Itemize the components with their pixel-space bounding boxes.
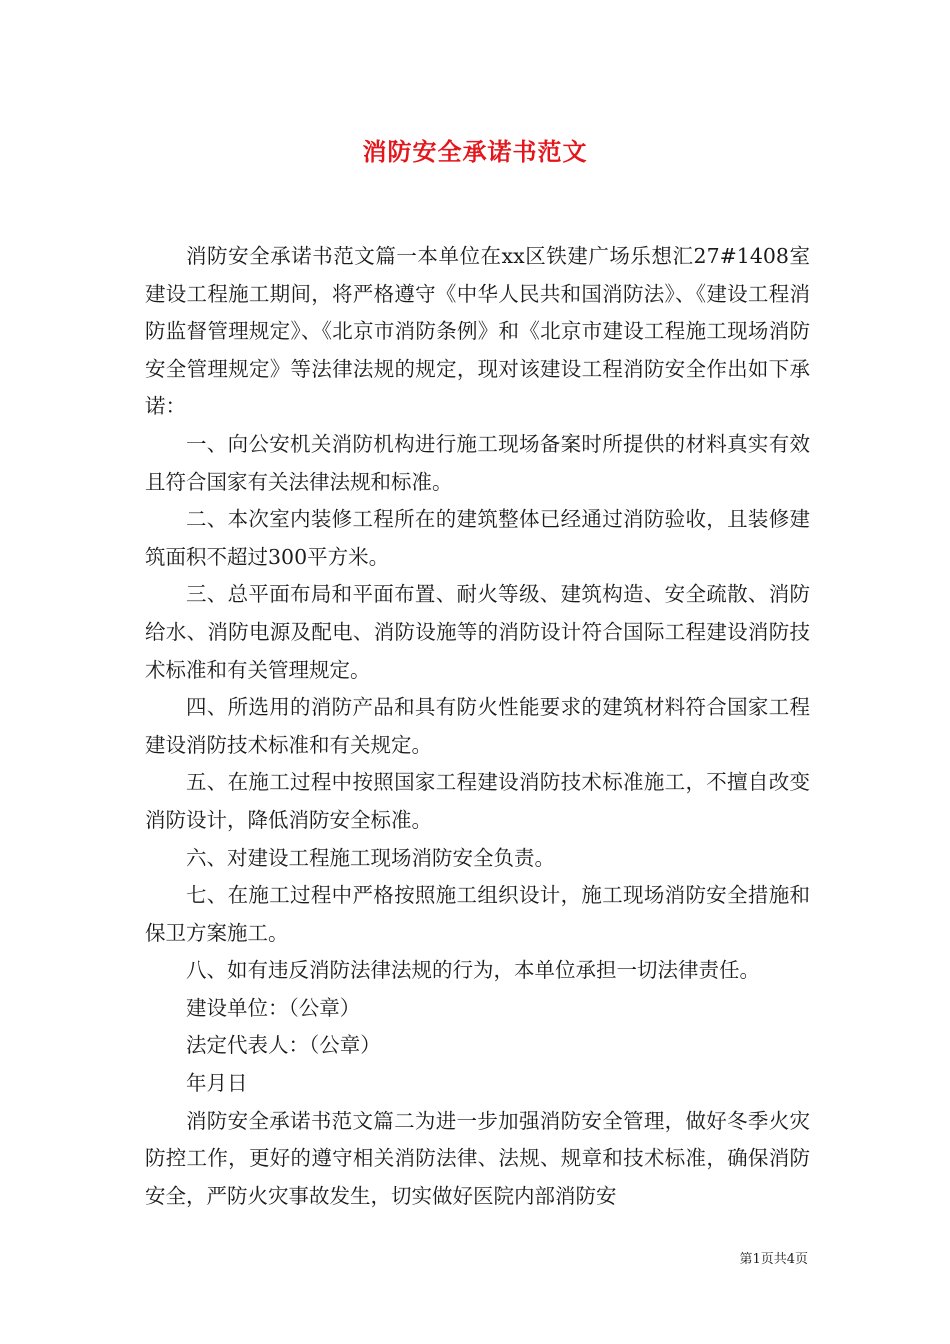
document-body bbox=[145, 238, 810, 1215]
paragraph: 四、所选用的消防产品和具有防火性能要求的建筑材料符合国家工程建设消防技术标准和有关规定。 bbox=[145, 695, 810, 757]
paragraph: 一、向公安机关消防机构进行施工现场备案时所提供的材料真实有效且符合国家有关法律法规和标准。 bbox=[145, 431, 810, 494]
signature-line-representative: 法定代表人：（公章） bbox=[186, 1033, 381, 1058]
signature-line-unit: 建设单位：（公章） bbox=[186, 995, 361, 1020]
paragraph: 七、在施工过程中严格按照施工组织设计，施工现场消防安全措施和保卫方案施工。 bbox=[145, 883, 810, 945]
page-number: 第1页共4页 bbox=[739, 1252, 808, 1267]
paragraph: 三、总平面布局和平面布置、耐火等级、建筑构造、安全疏散、消防给水、消防电源及配电、消防设施等的消防设计符合国际工程建设消防技术标准和有关管理规定。 bbox=[145, 582, 810, 682]
paragraph: 二、本次室内装修工程所在的建筑整体已经通过消防验收，且装修建筑面积不超过300平方米。 bbox=[145, 507, 810, 569]
paragraph: 消防安全承诺书范文篇二为进一步加强消防安全管理，做好冬季火灾防控工作，更好的遵守相关消防法律、法规、规章和技术标准，确保消防安全，严防火灾事故发生，切实做好医院内部消防安 bbox=[145, 1108, 810, 1208]
paragraph: 消防安全承诺书范文篇一本单位在xx区铁建广场乐想汇27#1408室建设工程施工期间，将严格遵守《中华人民共和国消防法》、《建设工程消防监督管理规定》、《北京市消防条例》和《北京市建设工程施工现场消防安全管理规定》等法律法规的规定，现对该建设工程消防安全作出如下承诺： bbox=[145, 244, 810, 419]
paragraph: 八、如有违反消防法律法规的行为，本单位承担一切法律责任。 bbox=[186, 958, 760, 983]
paragraph: 六、对建设工程施工现场消防安全负责。 bbox=[186, 845, 555, 870]
paragraph: 五、在施工过程中按照国家工程建设消防技术标准施工，不擅自改变消防设计，降低消防安全标准。 bbox=[145, 770, 810, 832]
document-title: 消防安全承诺书范文 bbox=[362, 137, 588, 166]
date-line: 年月日 bbox=[186, 1071, 248, 1096]
